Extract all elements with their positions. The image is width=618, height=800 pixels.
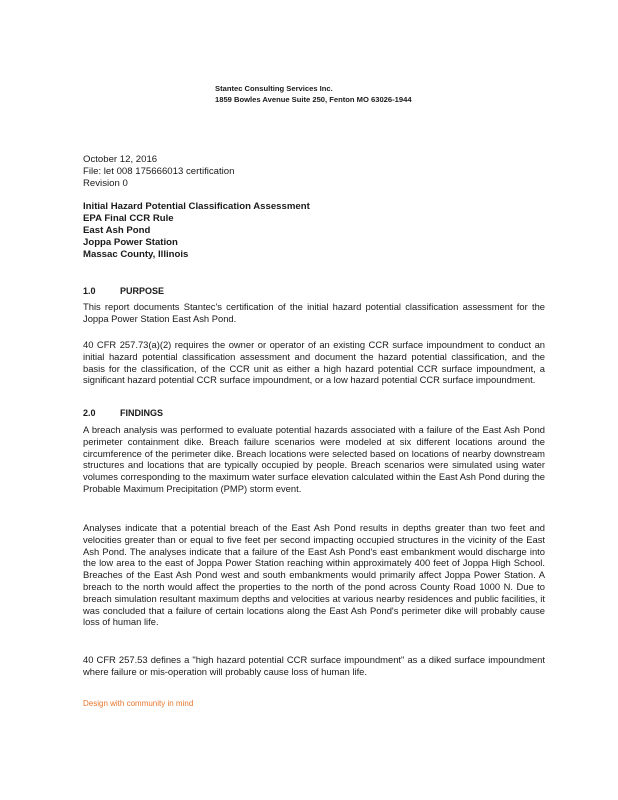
letterhead: [215, 83, 412, 105]
purpose-paragraph-2: 40 CFR 257.73(a)(2) requires the owner or operator of an existing CCR surface impoundment to conduct an initial hazard potential classification assessment and document the hazard potential classification, and the basis for the classification, of the CCR unit as either a high hazard potential CCR surface impoundment, a significant hazard potential CCR surface impoundment, or a low hazard potential CCR surface impoundment.: [83, 339, 545, 386]
section-number: 1.0: [83, 286, 96, 296]
letter-meta: [83, 154, 234, 190]
letter-date: October 12, 2016: [83, 154, 158, 165]
section-title: FINDINGS: [120, 408, 164, 418]
findings-paragraph-2: Analyses indicate that a potential breach of the East Ash Pond results in depths greater than two feet and velocities greater than or equal to five feet per second impacting occupied structures in the vicinity of the East Ash Pond. The analyses indicate that a failure of the East Ash Pond's east embankment would discharge into the low area to the east of Joppa Power Station reaching within approximately 400 feet of Joppa High School. Breaches of the East Ash Pond west and south embankments would primarily affect Joppa Power Station. A breach to the north would affect the properties to the north of the pond across County Road 1000 N. Due to breach simulation resultant maximum depths and velocities at various nearby residences and public facilities, it was concluded that a failure of certain locations along the East Ash Pond's perimeter dike will probably cause loss of human life.: [83, 522, 545, 628]
revision-number: Revision 0: [83, 178, 128, 189]
company-name: Stantec Consulting Services Inc.: [215, 84, 333, 93]
subject-line-1: Initial Hazard Potential Classification Assessment: [83, 201, 310, 212]
file-reference: File: let 008 175666013 certification: [83, 166, 235, 177]
footer-tagline: Design with community in mind: [83, 699, 194, 708]
section-heading-purpose: [83, 286, 164, 296]
subject-line-3: East Ash Pond: [83, 225, 151, 236]
subject-line-2: EPA Final CCR Rule: [83, 213, 174, 224]
section-number: 2.0: [83, 408, 96, 418]
findings-paragraph-1: A breach analysis was performed to evaluate potential hazards associated with a failure of the East Ash Pond perimeter containment dike. Breach failure scenarios were modeled at six different locations around the circumference of the perimeter dike. Breach locations were selected based on locations of nearby downstream structures and locations that are typically occupied by people. Breach scenarios were simulated using water volumes corresponding to the maximum water surface elevation calculated within the East Ash Pond during the Probable Maximum Precipitation (PMP) storm event.: [83, 424, 545, 494]
subject-line-5: Massac County, Illinois: [83, 249, 189, 260]
findings-paragraph-3: 40 CFR 257.53 defines a "high hazard potential CCR surface impoundment" as a diked surface impoundment where failure or mis-operation will probably cause loss of human life.: [83, 654, 545, 677]
section-heading-findings: [83, 408, 163, 418]
company-address: 1859 Bowles Avenue Suite 250, Fenton MO 63026-1944: [215, 95, 412, 104]
purpose-paragraph-1: This report documents Stantec's certification of the initial hazard potential classification assessment for the Joppa Power Station East Ash Pond.: [83, 301, 545, 324]
subject-block: [83, 201, 310, 261]
section-title: PURPOSE: [120, 286, 165, 296]
subject-line-4: Joppa Power Station: [83, 237, 178, 248]
